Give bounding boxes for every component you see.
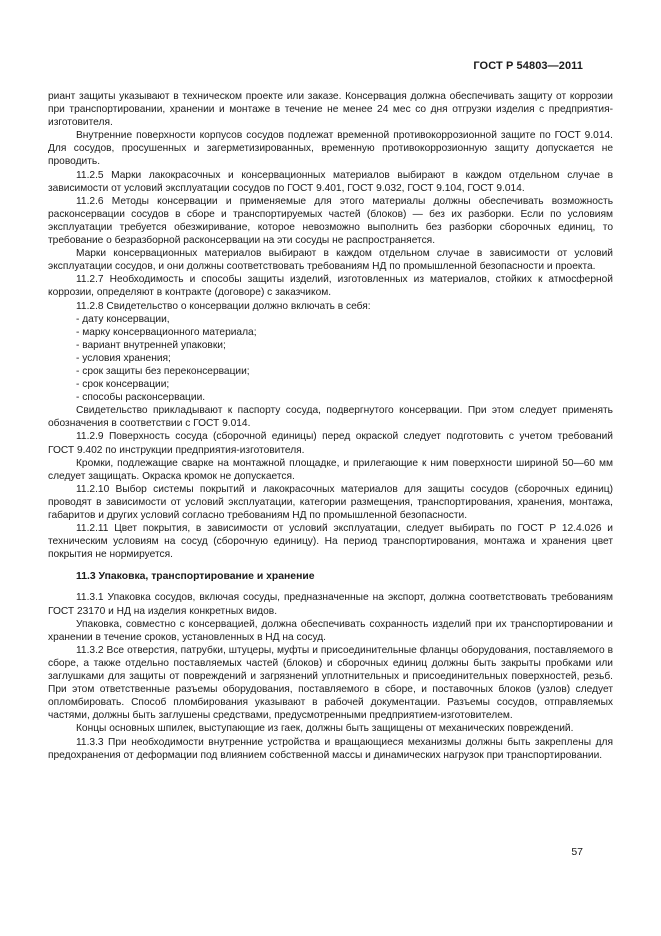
paragraph: 11.2.6 Методы консервации и применяемые для этого материалы должны обеспечивать возможность расконсервации сосудов в сборе и транспортируемых частей (блоков) — без их разборки. Если по условиям эксплуатации требуется обезжиривание, которое невозможно выполнить без разборки сборочных единиц, то требование о безразборной расконсервации на эти сосуды не распространяется. <box>48 195 613 247</box>
paragraph: 11.2.11 Цвет покрытия, в зависимости от условий эксплуатации, следует выбирать по ГОСТ Р 12.4.026 и техническим условиям на сосуд (сборочную единицу). На период транспортирования, монтажа и хранения цвет покрытия не нормируется. <box>48 523 613 561</box>
list-item: - срок консервации; <box>76 379 170 391</box>
document-body <box>48 90 613 762</box>
paragraph: Кромки, подлежащие сварке на монтажной площадке, и прилегающие к ним поверхности шириной 50—60 мм следует защищать. Окраска кромок не допускается. <box>48 457 613 482</box>
section-heading: 11.3 Упаковка, транспортирование и хранение <box>76 571 315 583</box>
paragraph: 11.2.9 Поверхность сосуда (сборочной единицы) перед окраской следует подготовить с учетом требований ГОСТ 9.402 по инструкции предприятия-изготовителя. <box>48 431 613 456</box>
paragraph: Марки консервационных материалов выбирают в каждом отдельном случае в зависимости от условий эксплуатации сосудов, и они должны соответствовать требованиям НД по промышленной безопасности и проекта. <box>48 248 613 273</box>
paragraph: Упаковка, совместно с консервацией, должна обеспечивать сохранность изделий при их транспортировании и хранении в течение сроков, установленных в НД на сосуд. <box>48 618 613 643</box>
paragraph: Свидетельство прикладывают к паспорту сосуда, подвергнутого консервации. При этом следует применять обозначения в соответствии с ГОСТ 9.014. <box>48 405 613 430</box>
paragraph: 11.2.7 Необходимость и способы защиты изделий, изготовленных из материалов, стойких к атмосферной коррозии, определяют в контракте (договоре) с заказчиком. <box>48 274 613 299</box>
list-item: - вариант внутренней упаковки; <box>76 339 226 351</box>
list-item: - способы расконсервации. <box>76 392 206 404</box>
paragraph: 11.2.8 Свидетельство о консервации должно включать в себя: <box>76 300 371 312</box>
paragraph: 11.3.3 При необходимости внутренние устройства и вращающиеся механизмы должны быть закреплены для предохранения от деформации под влиянием собственной массы и динамических нагрузок при транспортировании. <box>48 736 613 761</box>
paragraph: риант защиты указывают в техническом проекте или заказе. Консервация должна обеспечивать защиту от коррозии при транспортировании, хранении и монтаже в течение не менее 24 мес со дня отгрузки изделия с предприятия-изготовителя. <box>48 91 613 129</box>
paragraph: 11.3.1 Упаковка сосудов, включая сосуды, предназначенные на экспорт, должна соответствовать требованиям ГОСТ 23170 и НД на изделия конкретных видов. <box>48 592 613 617</box>
list-item: - условия хранения; <box>76 352 171 364</box>
paragraph: Внутренние поверхности корпусов сосудов подлежат временной противокоррозионной защите по ГОСТ 9.014. Для сосудов, просушенных и загерметизированных, временную противокоррозионную защиту допускается не проводить. <box>48 130 613 168</box>
paragraph: 11.2.10 Выбор системы покрытий и лакокрасочных материалов для защиты сосудов (сборочных единиц) проводят в зависимости от условий эксплуатации, категории размещения, транспортирования, хранения, монтажа, габаритов и других условий согласно требованиям НД по промышленной безопасности. <box>48 483 613 521</box>
list-item: - марку консервационного материала; <box>76 326 257 338</box>
standard-header: ГОСТ Р 54803—2011 <box>473 60 583 72</box>
list-item: - срок защиты без переконсервации; <box>76 365 250 377</box>
paragraph: Концы основных шпилек, выступающие из гаек, должны быть защищены от механических повреждений. <box>76 723 574 735</box>
page-number: 57 <box>571 846 583 858</box>
paragraph: 11.3.2 Все отверстия, патрубки, штуцеры, муфты и присоединительные фланцы оборудования, поставляемого в сборе, а также отдельно поставляемых частей (блоков) и сборочных единиц должны быть закрыты пробками или заглушками для защиты от повреждений и загрязнений уплотнительных и присоединительных поверхностей, резьб. При этом ответственные разъемы оборудования, поставляемого в сборе, и поставочных блоков (узлов) следует опломбировать. Способ пломбирования указывают в рабочей документации. Разъемы сосудов, отправляемых частями, должны быть заглушены средствами, предусмотренными предприятием-изготовителем. <box>48 644 613 722</box>
list-item: - дату консервации, <box>76 313 170 325</box>
paragraph: 11.2.5 Марки лакокрасочных и консервационных материалов выбирают в каждом отдельном случае в зависимости от условий эксплуатации сосудов по ГОСТ 9.401, ГОСТ 9.032, ГОСТ 9.104, ГОСТ 9.014. <box>48 169 613 194</box>
